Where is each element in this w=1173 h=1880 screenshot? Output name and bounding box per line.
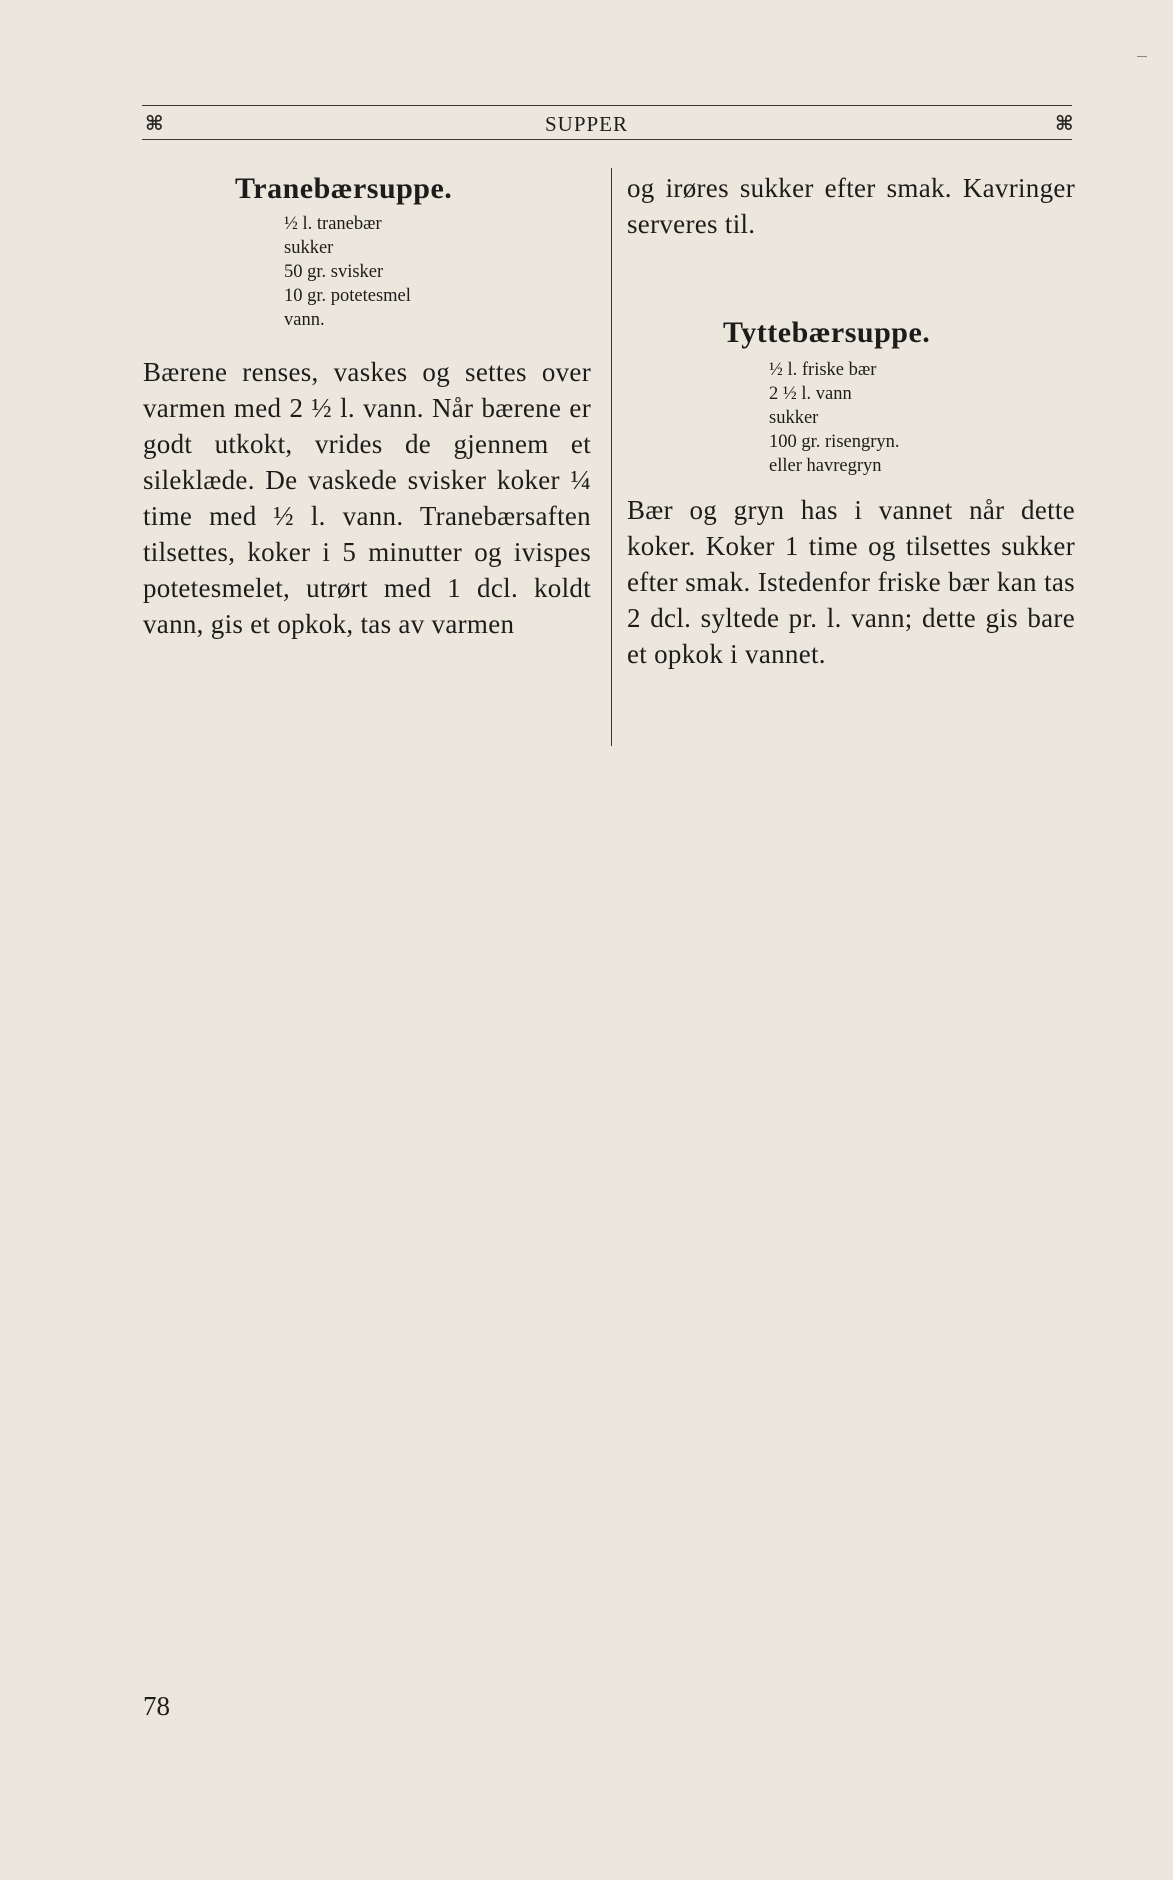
- column-divider: [611, 168, 612, 746]
- recipe-title-tyttebaersuppe: Tyttebærsuppe.: [723, 316, 931, 349]
- header-rule-top: [142, 105, 1072, 106]
- header-ornament-right-icon: ⌘: [1055, 111, 1074, 135]
- ingredient-item: ½ l. friske bær: [769, 360, 877, 380]
- corner-mark: [1137, 56, 1147, 57]
- recipe-title-tranebaersuppe: Tranebærsuppe.: [235, 172, 453, 205]
- recipe-instructions-tyttebaersuppe: Bær og gryn has i vannet når dette koker. Koker 1 time og tilsettes sukker efter smak. Istedenfor friske bær kan tas 2 dcl. syltede pr. l. vann; dette gis bare et opkok i vannet.: [627, 495, 1075, 669]
- ingredient-item: 100 gr. risengryn.: [769, 432, 900, 452]
- ingredient-item: sukker: [769, 408, 819, 428]
- recipe-continuation-text: og irøres sukker efter smak. Kavringer serveres til.: [627, 173, 1075, 239]
- recipe-instructions-tranebaersuppe: Bærene renses, vaskes og settes over varmen med 2 ½ l. vann. Når bærene er godt utkokt, vrides de gjennem et sileklæde. De vaskede svisker koker ¼ time med ½ l. vann. Tranebærsaften tilsettes, koker i 5 minutter og ivispes potetesmelet, utrørt med 1 dcl. koldt vann, gis et opkok, tas av varmen: [143, 357, 591, 639]
- ingredient-item: eller havregryn: [769, 456, 882, 476]
- page-number: 78: [143, 1691, 170, 1721]
- ingredient-item: 2 ½ l. vann: [769, 384, 852, 404]
- ingredient-item: 10 gr. potetesmel: [284, 286, 411, 306]
- ingredient-item: sukker: [284, 238, 334, 258]
- header-ornament-left-icon: ⌘: [145, 111, 164, 135]
- ingredient-item: vann.: [284, 310, 325, 330]
- ingredient-item: 50 gr. svisker: [284, 262, 384, 282]
- ingredient-list-tranebaersuppe: [284, 212, 591, 332]
- running-header-title: SUPPER: [544, 112, 629, 136]
- ingredient-item: ½ l. tranebær: [284, 214, 382, 234]
- right-column: [627, 170, 1075, 672]
- header-rule-bottom: [142, 139, 1072, 140]
- ingredient-list-tyttebaersuppe: [769, 358, 1075, 478]
- left-column: [143, 170, 591, 642]
